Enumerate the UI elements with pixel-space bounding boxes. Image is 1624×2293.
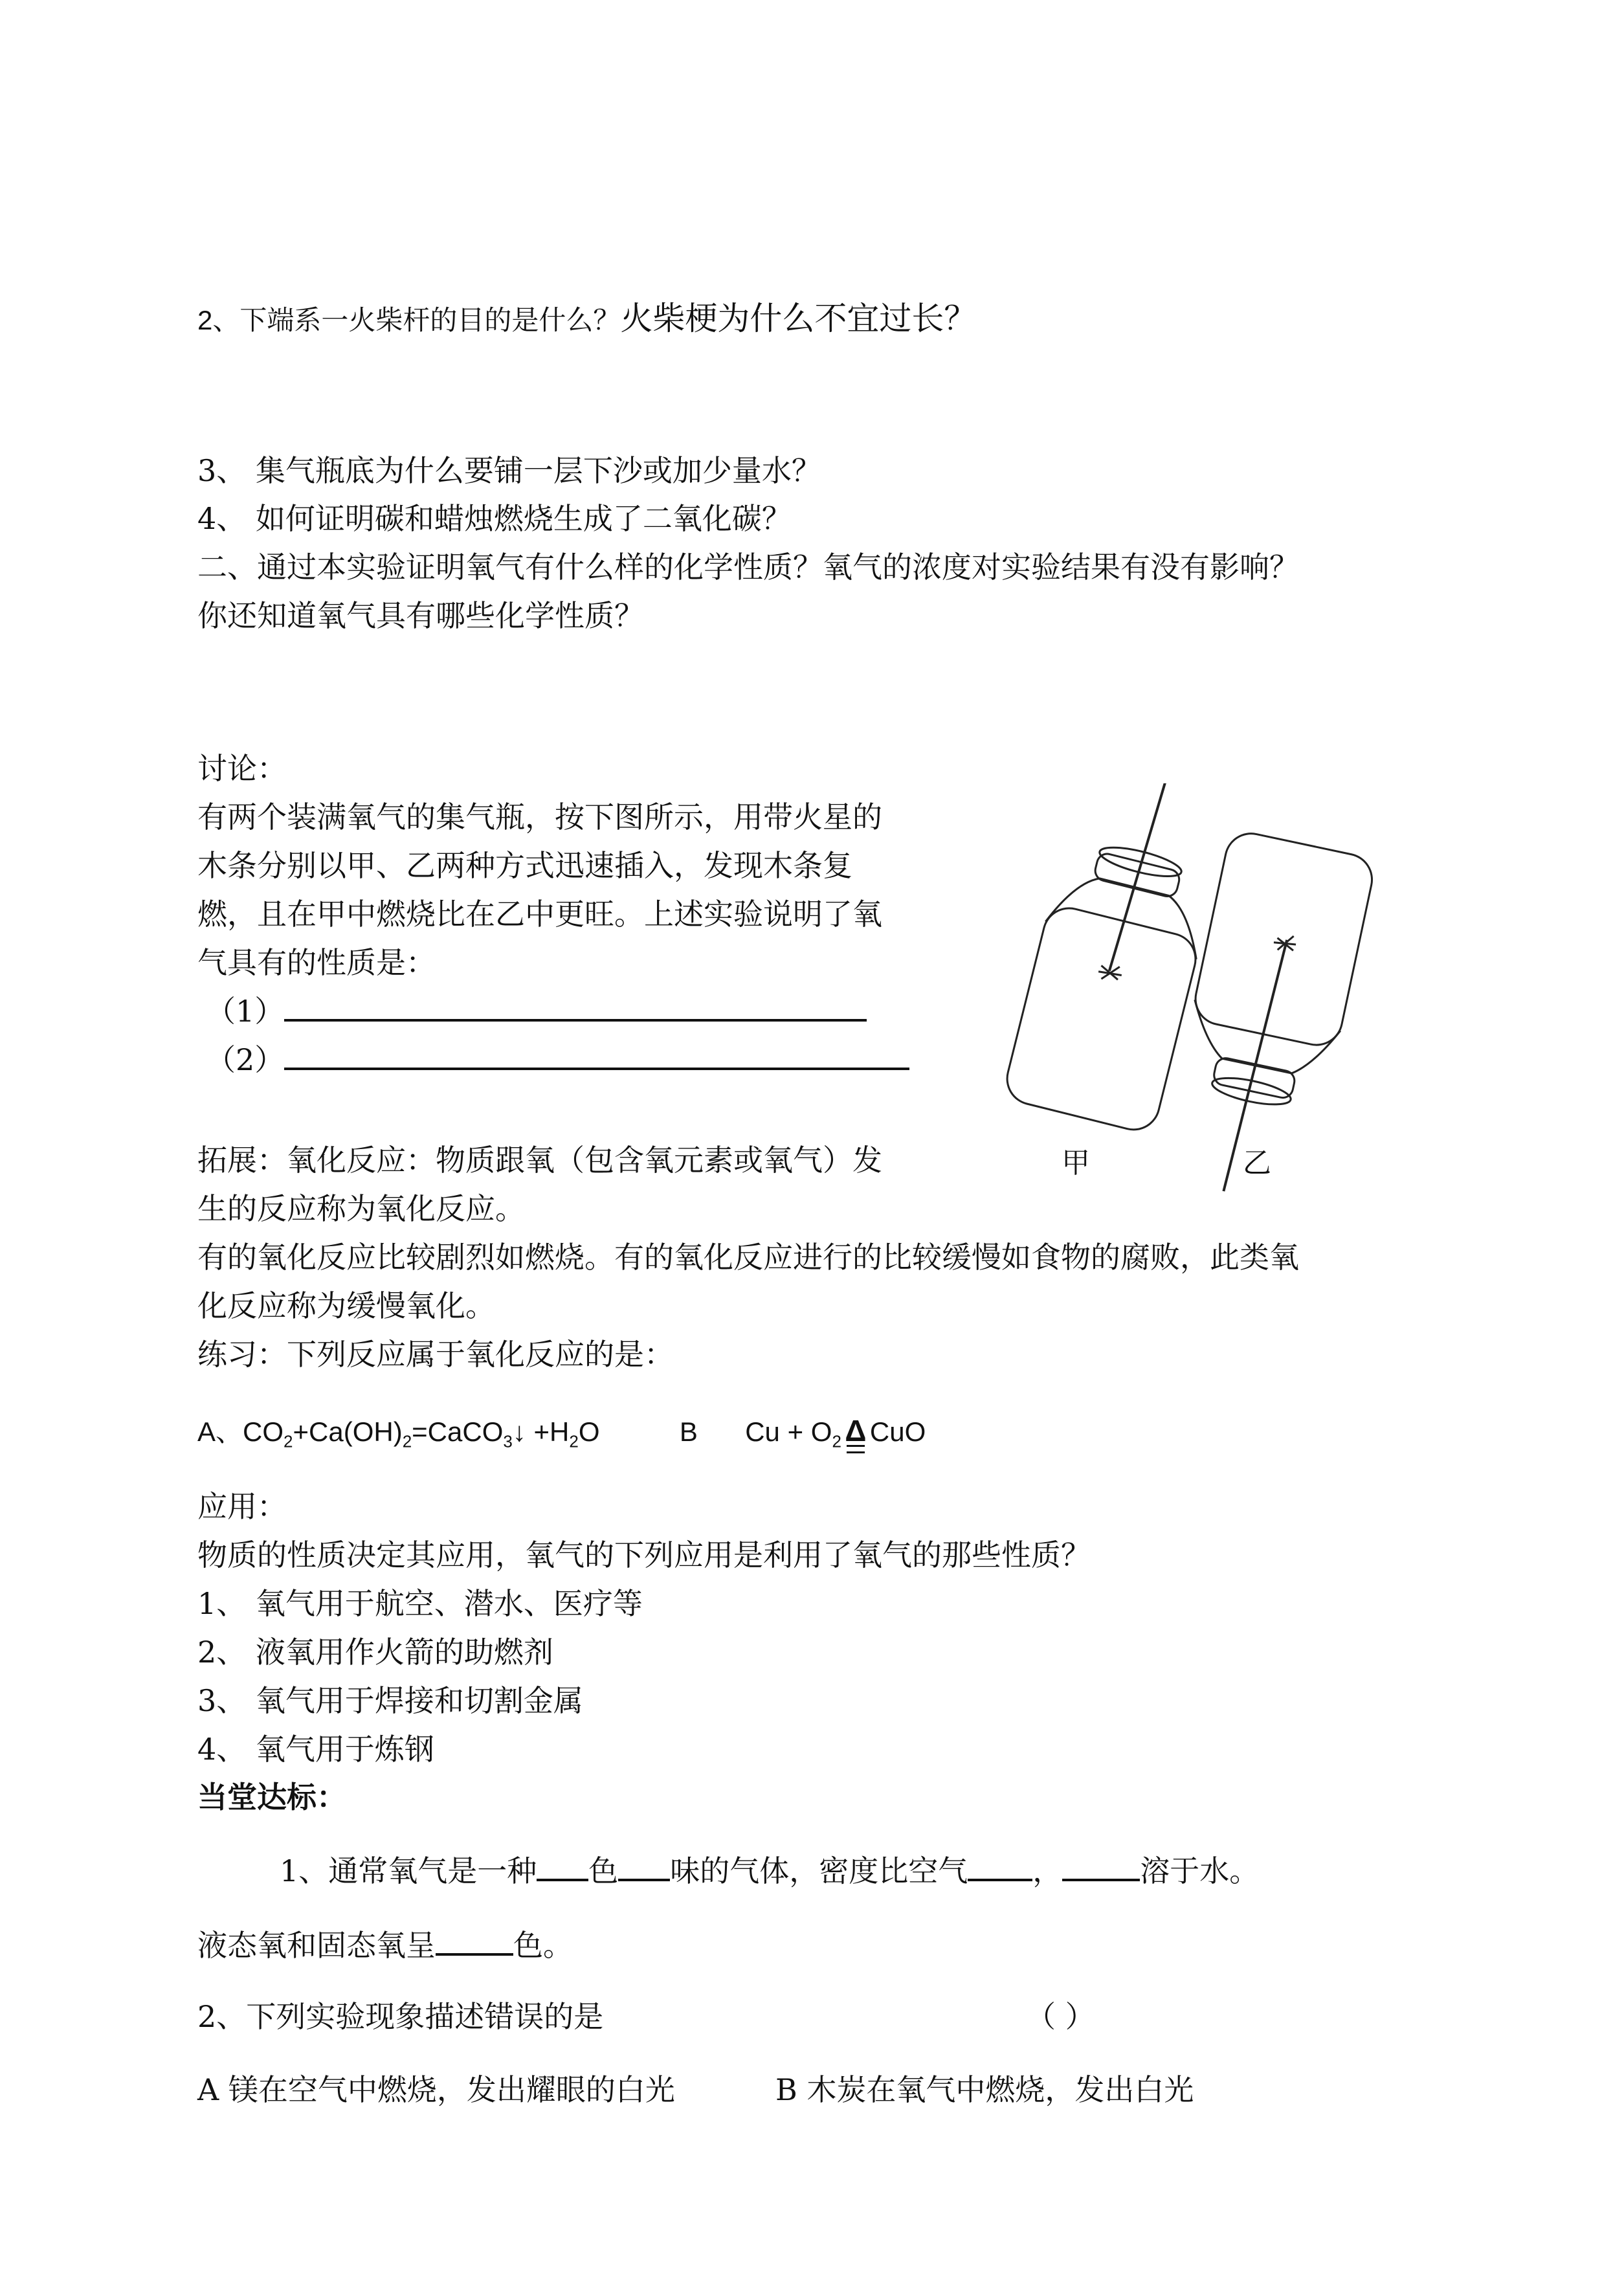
q1-text-1: 1、通常氧气是一种 bbox=[280, 1853, 537, 1888]
assessment-q2-option-a[interactable]: A 镁在空气中燃烧，发出耀眼的白光 bbox=[197, 2072, 675, 2107]
question-3: 3、 集气瓶底为什么要铺一层下沙或加少量水？ bbox=[197, 453, 821, 488]
assessment-q1-line2 bbox=[197, 1926, 573, 1965]
gas-bottles-figure bbox=[990, 783, 1392, 1198]
answer-2 bbox=[206, 1040, 909, 1079]
option-b-label: B bbox=[679, 1416, 698, 1447]
q1-blank-solubility[interactable] bbox=[1062, 1853, 1140, 1881]
q1-text-2: 色 bbox=[588, 1853, 619, 1888]
q1-blank-smell[interactable] bbox=[618, 1853, 670, 1881]
practice-heading: 练习：下列反应属于氧化反应的是： bbox=[197, 1337, 674, 1372]
application-item-3: 3、 氧气用于焊接和切割金属 bbox=[197, 1683, 583, 1718]
question-2-part2: 火柴梗为什么不宜过长？ bbox=[620, 300, 977, 337]
q1-line2-text-1: 液态氧和固态氧呈 bbox=[197, 1928, 436, 1963]
extension-line-4: 化反应称为缓慢氧化。 bbox=[197, 1288, 495, 1323]
option-b-equation: $Cu + O_2$ Δ CuO bbox=[745, 1416, 926, 1447]
assessment-q2-option-b[interactable]: B 木炭在氧气中燃烧，发出白光 bbox=[775, 2072, 1194, 2107]
application-item-1: 1、 氧气用于航空、潜水、医疗等 bbox=[197, 1586, 643, 1621]
application-intro: 物质的性质决定其应用，氧气的下列应用是利用了氧气的那些性质？ bbox=[197, 1538, 1091, 1572]
assessment-q1 bbox=[280, 1851, 1259, 1890]
application-item-2: 2、 液氧用作火箭的助燃剂 bbox=[197, 1635, 553, 1670]
option-a-equation: $CO_2+Ca(OH)_2=CaCO_3↓ +H_2O$ bbox=[243, 1416, 600, 1451]
question-2 bbox=[197, 299, 976, 340]
extension-line-2: 生的反应称为氧化反应。 bbox=[197, 1191, 525, 1226]
q1-blank-density[interactable] bbox=[968, 1853, 1032, 1881]
assessment-q2-paren[interactable]: （ ） bbox=[1026, 1999, 1095, 2034]
answer-1-blank[interactable] bbox=[284, 993, 867, 1022]
gas-bottles-illustration bbox=[990, 783, 1392, 1198]
discussion-line-2: 木条分别以甲、乙两种方式迅速插入，发现木条复 bbox=[197, 848, 852, 883]
bottle-jia-body bbox=[1002, 903, 1201, 1135]
question-4: 4、 如何证明碳和蜡烛燃烧生成了二氧化碳？ bbox=[197, 501, 792, 536]
application-heading: 应用： bbox=[197, 1489, 287, 1524]
answer-1-label: （1） bbox=[206, 994, 285, 1029]
practice-options bbox=[197, 1411, 926, 1460]
figure-label-jia: 甲 bbox=[1062, 1146, 1090, 1180]
answer-1 bbox=[206, 992, 867, 1031]
answer-2-label: （2） bbox=[206, 1042, 285, 1077]
q1-line2-text-2: 色。 bbox=[513, 1928, 573, 1963]
assessment-heading: 当堂达标： bbox=[197, 1780, 346, 1814]
q1-text-3: 味的气体，密度比空气 bbox=[670, 1853, 968, 1888]
section-two-line2: 你还知道氧气具有哪些化学性质？ bbox=[197, 598, 644, 633]
figure-label-yi: 乙 bbox=[1243, 1146, 1271, 1180]
q1-blank-liquid-color[interactable] bbox=[436, 1927, 513, 1956]
q1-text-4: ， bbox=[1032, 1853, 1063, 1888]
option-a-label: A、 bbox=[197, 1416, 243, 1447]
option-b-product: CuO bbox=[869, 1416, 926, 1447]
discussion-line-1: 有两个装满氧气的集气瓶，按下图所示，用带火星的 bbox=[197, 800, 882, 834]
answer-2-blank[interactable] bbox=[284, 1042, 909, 1070]
bottle-yi-body bbox=[1191, 829, 1377, 1049]
discussion-line-3: 燃，且在甲中燃烧比在乙中更旺。上述实验说明了氧 bbox=[197, 897, 882, 932]
delta-symbol: Δ bbox=[841, 1411, 870, 1450]
discussion-line-4: 气具有的性质是： bbox=[197, 945, 436, 980]
application-item-4: 4、 氧气用于炼钢 bbox=[197, 1732, 434, 1767]
q1-text-5: 溶于水。 bbox=[1140, 1853, 1260, 1888]
extension-line-3: 有的氧化反应比较剧烈如燃烧。有的氧化反应进行的比较缓慢如食物的腐败，此类氧 bbox=[197, 1240, 1299, 1275]
q1-blank-color[interactable] bbox=[537, 1853, 588, 1881]
section-two-line1: 二、通过本实验证明氧气有什么样的化学性质？氧气的浓度对实验结果有没有影响？ bbox=[197, 550, 1299, 585]
assessment-q2: 2、下列实验现象描述错误的是 bbox=[197, 1999, 604, 2034]
question-2-part1: 2、下端系一火柴杆的目的是什么？ bbox=[197, 305, 621, 335]
extension-line-1: 拓展：氧化反应：物质跟氧（包含氧元素或氧气）发 bbox=[197, 1143, 882, 1178]
discussion-heading: 讨论： bbox=[197, 751, 287, 786]
